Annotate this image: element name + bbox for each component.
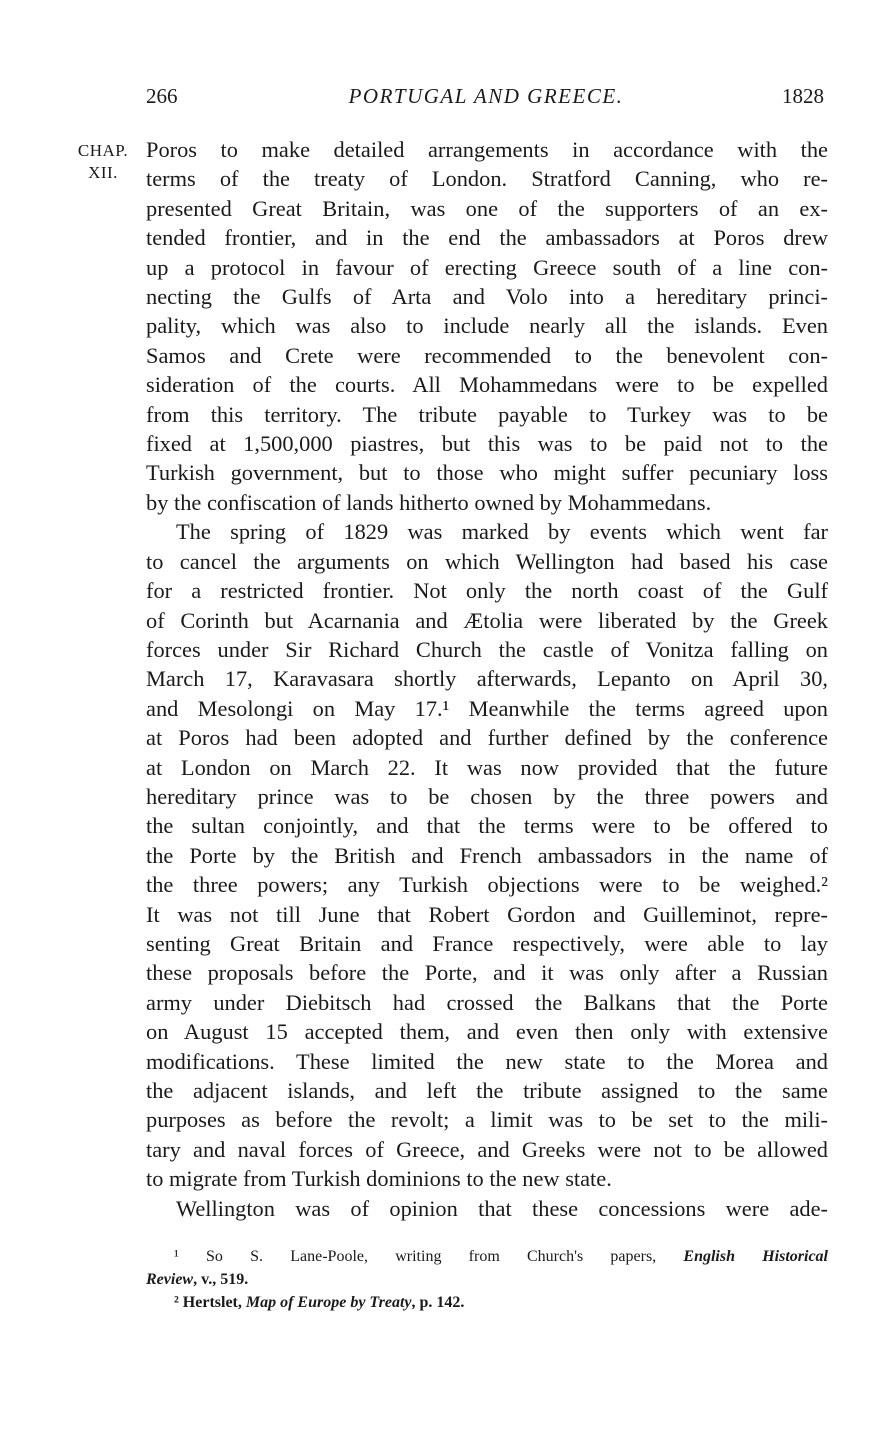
footnote-1-ref: , v., 519. [193,1271,249,1288]
text-line: necting the Gulfs of Arta and Volo into a hereditary princi- [146,284,828,310]
paragraph-start-line: The spring of 1829 was marked by events which went far [176,519,828,545]
text-line: at London on March 22. It was now provided that the future [146,754,828,780]
text-line: to migrate from Turkish dominions to the new state. [146,1166,612,1192]
text-line: by the confiscation of lands hitherto owned by Mohammedans. [146,489,712,515]
text-line: from this territory. The tribute payable to Turkey was to be [146,401,828,427]
text-line: forces under Sir Richard Church the castle of Vonitza falling on [146,636,828,662]
text-line: of Corinth but Acarnania and Ætolia were liberated by the Greek [146,607,828,633]
footnote-1 [146,1245,828,1268]
running-title: PORTUGAL AND GREECE. [348,84,624,108]
text-line: and Mesolongi on May 17.¹ Meanwhile the terms agreed upon [146,695,828,721]
text-line: hereditary prince was to be chosen by the three powers and [146,783,828,809]
text-line: for a restricted frontier. Not only the north coast of the Gulf [146,578,828,604]
text-line: army under Diebitsch had crossed the Balkans that the Porte [146,989,828,1015]
header-year: 1828 [782,84,824,108]
footnote-2 [146,1291,828,1314]
text-line: senting Great Britain and France respectively, were able to lay [146,930,828,956]
paragraph-start-line: Wellington was of opinion that these concessions were ade- [176,1195,828,1221]
footnote-1-text: ¹ So S. Lane-Poole, writing from Church's papers, [174,1248,684,1265]
text-line: the Porte by the British and French ambassadors in the name of [146,842,828,868]
page-number: 266 [146,84,178,108]
text-line: at Poros had been adopted and further defined by the conference [146,725,828,751]
text-line: March 17, Karavasara shortly afterwards, Lepanto on April 30, [146,666,828,692]
text-line: the adjacent islands, and left the tribute assigned to the same [146,1078,828,1103]
text-line: tary and naval forces of Greece, and Greeks were not to be allowed [146,1136,828,1162]
chapter-number: XII. [88,163,118,182]
text-line: the three powers; any Turkish objections were to be weighed.² [146,872,828,898]
footnotes [146,1245,828,1314]
text-line: Samos and Crete were recommended to the benevolent con- [146,342,828,368]
text-line: fixed at 1,500,000 piastres, but this was to be paid not to the [146,431,828,457]
text-line: pality, which was also to include nearly all the islands. Even [146,313,828,339]
text-line: purposes as before the revolt; a limit was to be set to the mili- [146,1107,828,1133]
text-line: It was not till June that Robert Gordon and Guilleminot, repre- [146,901,828,927]
footnote-1-continued [146,1268,828,1291]
text-line: on August 15 accepted them, and even then only with extensive [146,1019,828,1045]
footnote-2-text: ² Hertslet, [174,1294,246,1311]
footnote-2-title: Map of Europe by Treaty [245,1294,412,1311]
body-text [146,135,828,1223]
text-line: to cancel the arguments on which Wellington had based his case [146,548,828,574]
text-line: these proposals before the Porte, and it was only after a Russian [146,960,828,986]
text-line: tended frontier, and in the end the ambassadors at Poros drew [146,225,828,251]
chapter-label: CHAP. [77,141,129,160]
text-line: up a protocol in favour of erecting Greece south of a line con- [146,254,828,280]
footnote-2-ref: , p. 142. [411,1294,465,1311]
text-line: terms of the treaty of London. Stratford Canning, who re- [146,166,828,192]
page-header [146,84,826,114]
text-line: the sultan conjointly, and that the terms were to be offered to [146,813,828,839]
text-line: sideration of the courts. All Mohammedans were to be expelled [146,372,828,398]
text-line: Poros to make detailed arrangements in accordance with the [146,137,828,162]
text-line: Turkish government, but to those who might suffer pecuniary loss [146,460,828,486]
footnote-1-title: English Historical [683,1248,828,1265]
text-line: presented Great Britain, was one of the supporters of an ex- [146,195,828,221]
footnote-1-title-cont: Review [146,1271,194,1288]
chapter-marker [64,140,142,184]
text-line: modifications. These limited the new state to the Morea and [146,1048,828,1074]
